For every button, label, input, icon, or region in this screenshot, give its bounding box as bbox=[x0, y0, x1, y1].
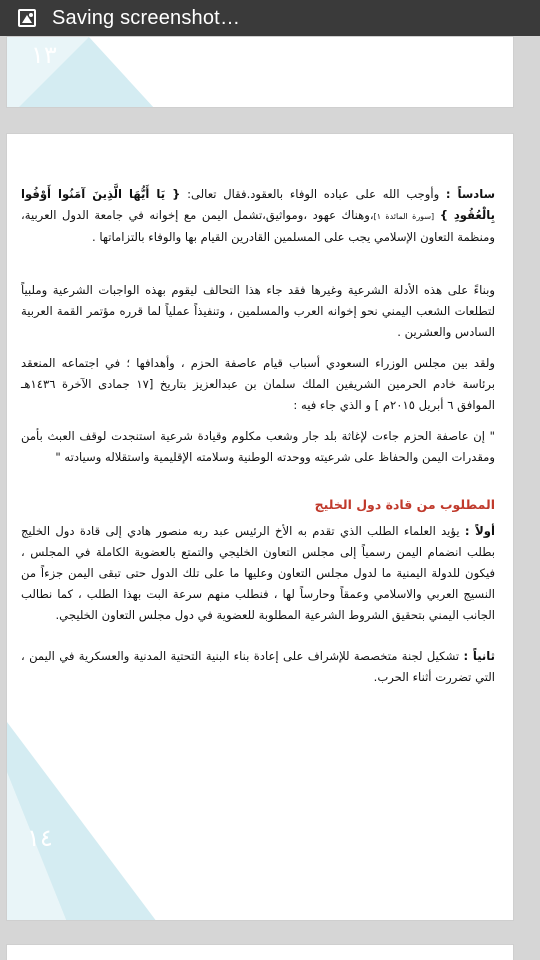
paragraph-second bbox=[21, 646, 495, 688]
paragraph-lead: ثانياً : bbox=[463, 649, 495, 663]
paragraph-text: تشكيل لجنة متخصصة للإشراف على إعادة بناء البنية التحتية المدنية والعسكرية في اليمن ، التي تضررت أثناء الحرب. bbox=[21, 649, 495, 684]
paragraph-first bbox=[21, 521, 495, 626]
paragraph-sixth bbox=[21, 184, 495, 248]
paragraph-text: وأوجب الله على عباده الوفاء بالعقود.فقال تعالى: bbox=[187, 187, 440, 201]
page-14 bbox=[6, 133, 514, 921]
paragraph-lead: أولاً : bbox=[464, 524, 495, 538]
paragraph-text: يؤيد العلماء الطلب الذي تقدم به الأخ الرئيس عبد ربه منصور هادي إلى قادة دول الخليج بطلب انضمام اليمن رسمياً إلى مجلس التعاون الخليجي والتمتع بالعضوية الكاملة في المجلس ، فيكون للدولة اليمنية ما لدول مجلس التعاون وعليها ما على تلك الدول حتى تبقى اليمن جزءاً من النسيج العربي والاسلامي وعمقاً وحارساً لها ، فنطلب منهم سرعة البت بهذا الطلب ، كما نطالب الجانب اليمني بتحقيق الشروط الشرعية المطلوبة للعضوية في دول مجلس التعاون الخليجي. bbox=[21, 524, 495, 622]
quran-verse: { يَا أَيُّهَا الَّذِينَ آمَنُوا أَوْفُوا بِالْعُقُودِ } bbox=[21, 187, 495, 222]
paragraph-lead: سادساً : bbox=[445, 187, 496, 201]
page-number: ١٤ bbox=[27, 824, 53, 852]
page-text bbox=[21, 184, 495, 688]
paragraph: وبناءً على هذه الأدلة الشرعية وغيرها فقد جاء هذا التحالف ليقوم بهذه الواجبات الشرعية وملبياً لتطلعات الشعب اليمني نحو إخوانه العرب والمسلمين ، وتنفيذاً عملياً لما قرره مؤتمر القمة العربية السادس والعشرين . bbox=[21, 283, 495, 339]
paragraph: ولقد بين مجلس الوزراء السعودي أسباب قيام عاصفة الحزم ، وأهدافها ؛ في اجتماعه المنعقد برئاسة خادم الحرمين الشريفين الملك سلمان بن عبدالعزيز بتاريخ [١٧ جمادى الآخرة ١٤٣٦هـ الموافق ٦ أبريل ٢٠١٥م ] و الذي جاء فيه : bbox=[21, 356, 495, 412]
image-icon bbox=[18, 9, 36, 27]
paragraph-text: ،وهناك عهود ،ومواثيق،تشمل اليمن مع إخوانه في جامعة الدول العربية، ومنظمة التعاون الإسلامي يجب على المسلمين القادرين القيام بها والوفاء بالتزاماتها . bbox=[21, 208, 495, 244]
page-corner-decoration bbox=[7, 722, 177, 921]
status-bar bbox=[0, 0, 540, 36]
quote-paragraph: " إن عاصفة الحزم جاءت لإغاثة بلد جار وشعب مكلوم وقيادة شرعية استنجدت لوقف العبث بأمن ومقدرات اليمن والحفاظ على شرعيته ووحدته الوطنية وسلامته الإقليمية واستقلاله وسيادته " bbox=[21, 429, 495, 464]
section-heading: المطلوب من قادة دول الخليج bbox=[314, 497, 495, 512]
verse-citation: [سورة المائدة ١] bbox=[373, 212, 435, 221]
page-13 bbox=[6, 36, 514, 108]
page-number: ١٣ bbox=[31, 41, 57, 69]
page-15-partial bbox=[6, 944, 514, 960]
status-title: Saving screenshot… bbox=[52, 6, 241, 29]
